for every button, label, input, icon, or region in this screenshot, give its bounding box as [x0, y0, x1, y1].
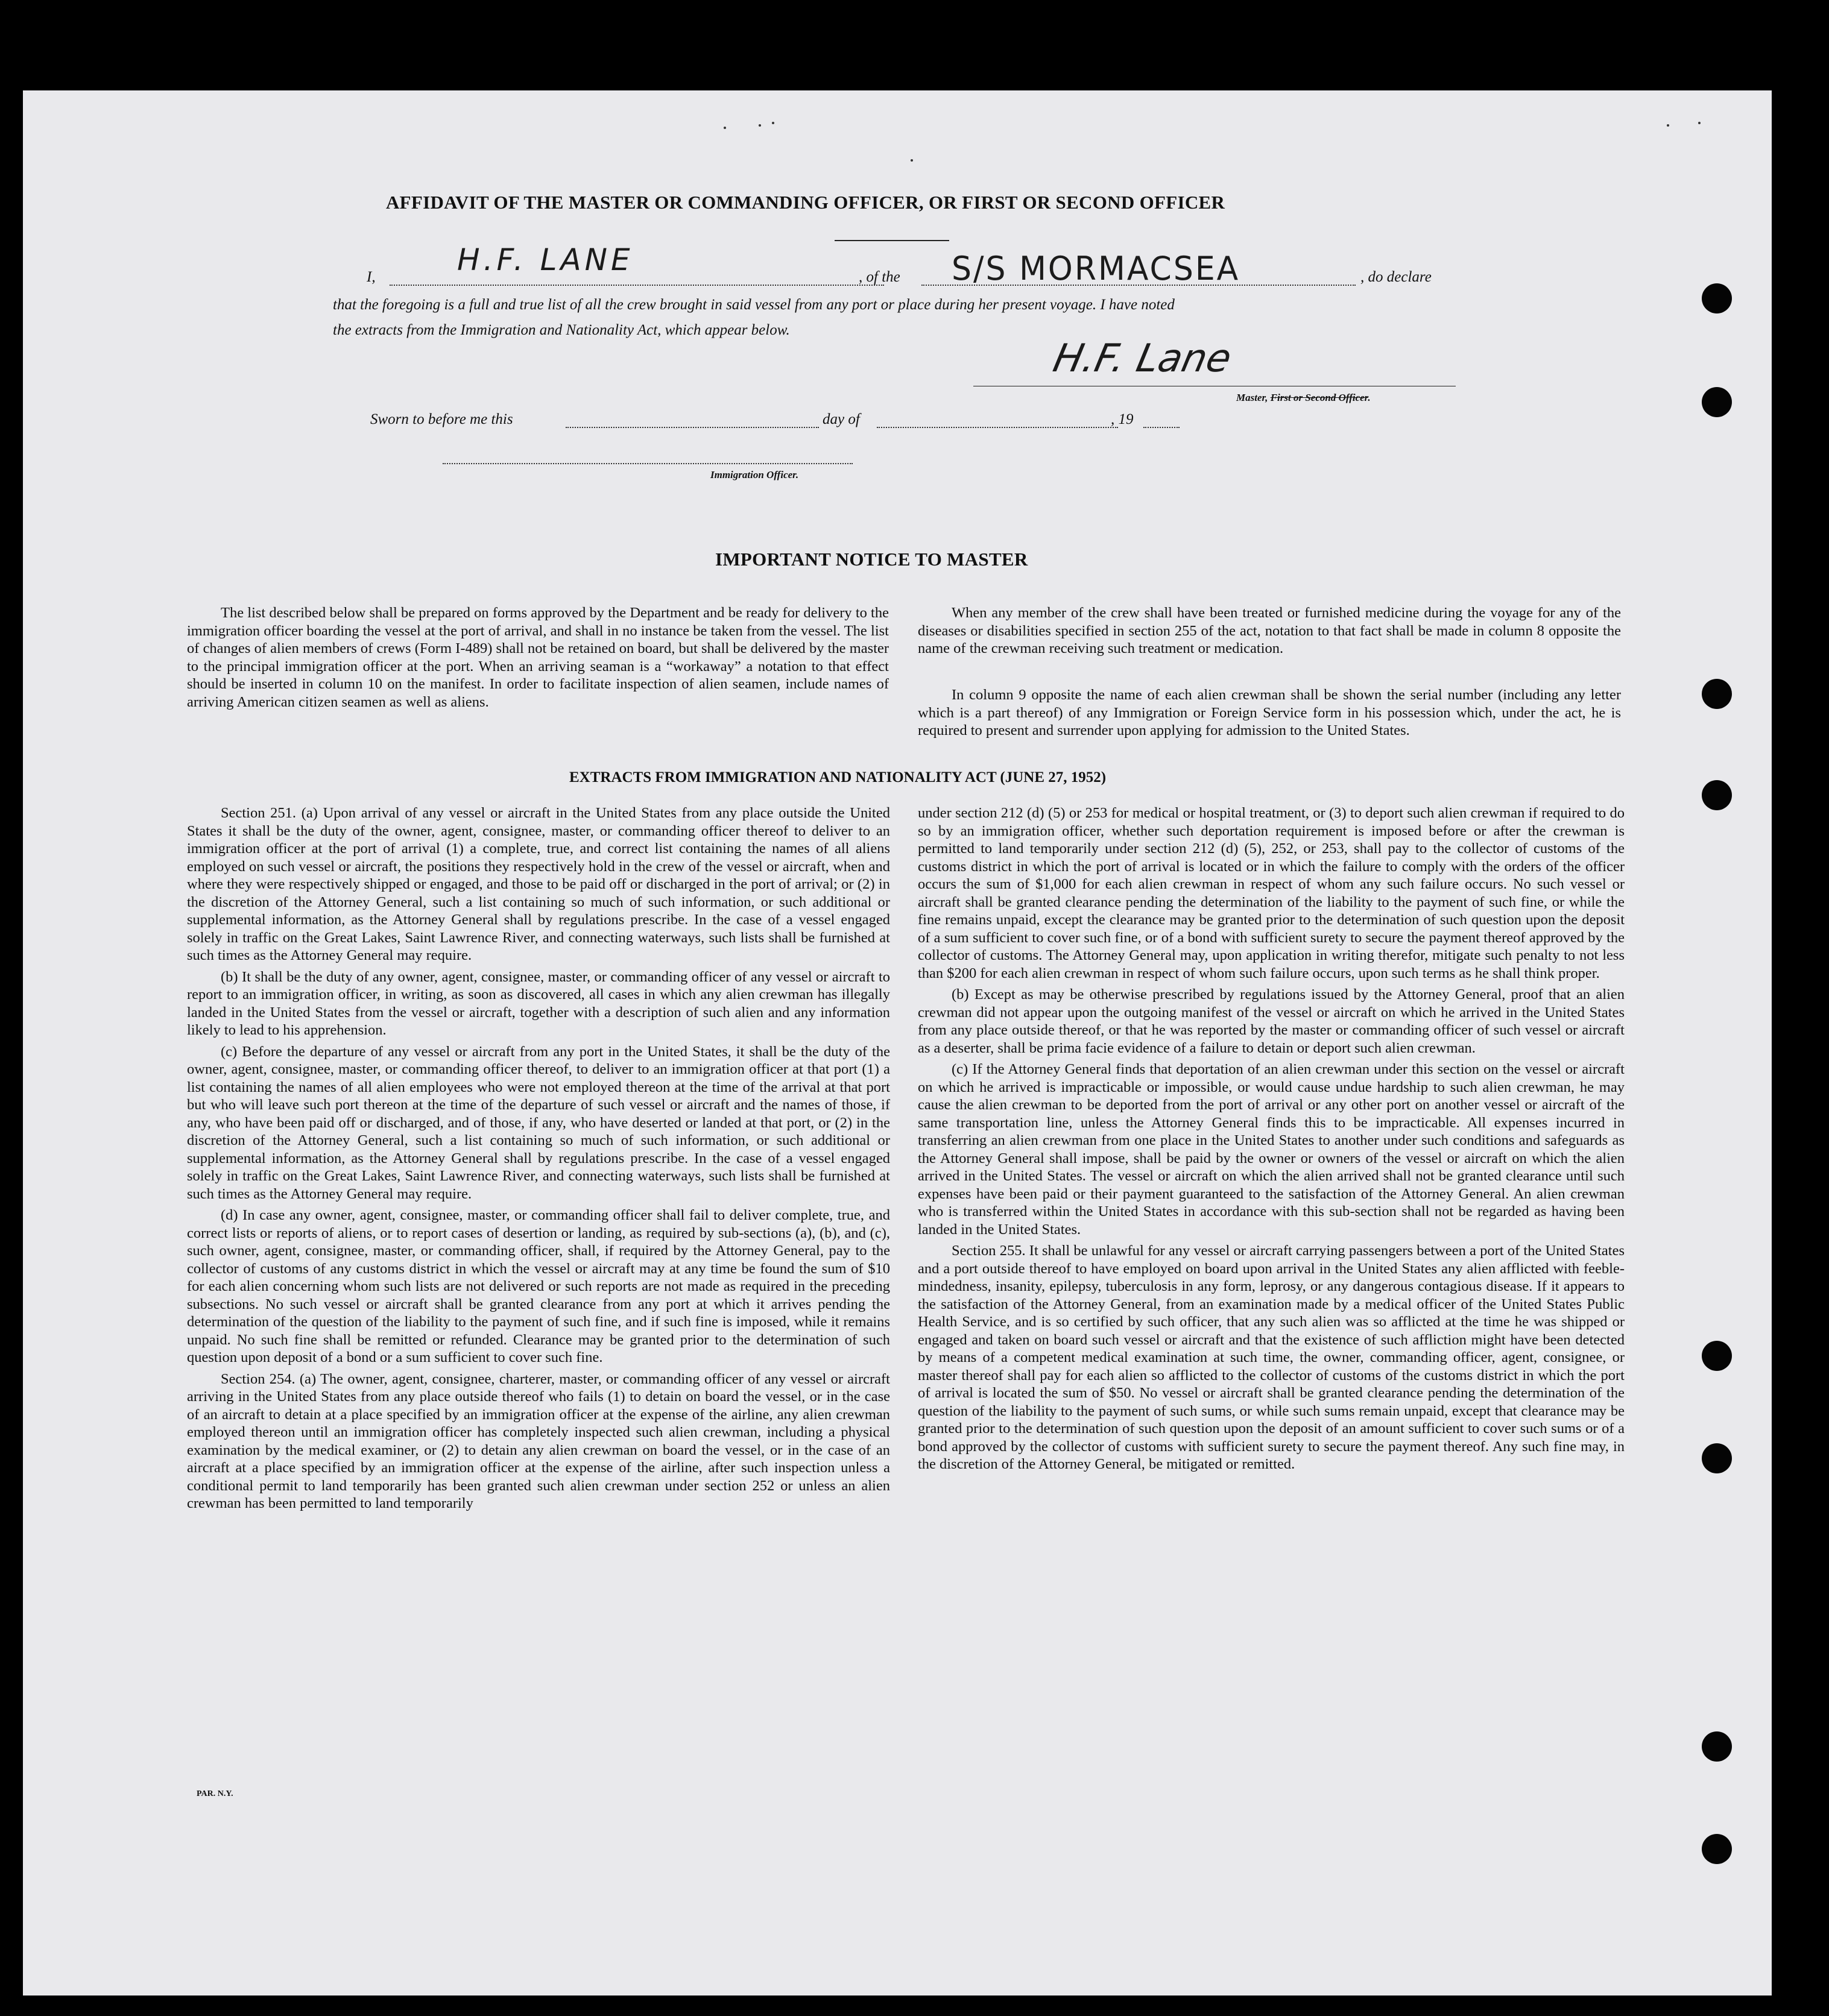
speck — [724, 127, 726, 129]
section-254a: Section 254. (a) The owner, agent, consignee, charterer, master, or commanding officer of any vessel or aircraft arriving in the United States from any place outside thereof who fails (1) to detain on board the vessel, or in the case of an aircraft to detain at a place specified by an immigration officer at the expense of the airline, any alien crewman employed thereon until an immigration officer has completely inspected such alien crewman, including a physical examination by the medical examiner, or (2) to detain any alien crewman on board the vessel, or in the case of an aircraft at a place specified by an immigration officer at the expense of the airline, after such inspection unless a conditional permit to land temporarily has been granted such alien crewman under section 252 or unless an alien crewman has been permitted to land temporarily — [187, 1370, 890, 1511]
caption-struck-officer: First or Second Officer — [1270, 392, 1368, 403]
handwritten-name: H.F. LANE — [457, 242, 634, 277]
title-underline — [835, 240, 949, 241]
sworn-day-of: day of — [823, 411, 860, 427]
binder-hole — [1702, 283, 1732, 313]
section-251a: Section 251. (a) Upon arrival of any vessel or aircraft in the United States from any place outside the United States it shall be the duty of the owner, agent, consignee, master, or commanding officer thereof to deliver to an immigration officer at the port of arrival (1) a complete, true, and correct list containing the names of all aliens employed on such vessel or aircraft, the positions they respectively hold in the crew of the vessel or aircraft, when and where they were respectively shipped or engaged, and those to be paid off or discharged in the port of arrival; or (2) in the discretion of the Attorney General, such a list containing so much of such information, or such additional or supplemental information, as the Attorney General shall by regulations prescribe. In the case of a vessel engaged solely in traffic on the Great Lakes, Saint Lawrence River, and connecting waterways, such lists shall be furnished at such times as the Attorney General may require. — [187, 805, 890, 963]
speck — [759, 124, 761, 127]
section-251d: (d) In case any owner, agent, consignee, master, or commanding officer shall fail to deliver complete, true, and correct lists or reports of aliens, or to report cases of desertion or landing, as required by sub-sections (a), (b), and (c), such owner, agent, consignee, master, or commanding officer, shall, if required by the Attorney General, pay to the collector of customs of any customs district in which the vessel or aircraft may at any time be found the sum of $10 for each alien concerning whom such lists are not delivered or such reports are not made as required in the preceding subsections. No such vessel or aircraft shall be granted clearance from any port at which it arrives pending the determination of the question of the liability to the payment of such fine, and if such fine is imposed, while it remains unpaid. No such fine shall be remitted or refunded. Clearance may be granted prior to the determination of such question upon deposit of a bond or a sum sufficient to cover such fine. — [187, 1207, 890, 1366]
master-signature: H.F. Lane — [1049, 336, 1236, 381]
sworn-label: Sworn to before me this — [370, 411, 513, 427]
extracts-title: EXTRACTS FROM IMMIGRATION AND NATIONALITY ACT (JUNE 27, 1952) — [569, 769, 1107, 786]
caption-end: . — [1368, 392, 1371, 403]
section-251b: (b) It shall be the duty of any owner, agent, consignee, master, or commanding officer of any vessel or aircraft to report to an immigration officer, in writing, as soon as discovered, all cases in which any alien crewman has illegally landed in the United States from the vessel or aircraft, together with a description of such alien and any information likely to lead to his apprehension. — [187, 968, 890, 1038]
section-255: Section 255. It shall be unlawful for any vessel or aircraft carrying passengers between a port of the United States and a port outside thereof to have employed on board upon arrival in the United States any alien afflicted with feeble-mindedness, insanity, epilepsy, tuberculosis in any form, leprosy, or any dangerous contagious disease. If it appears to the satisfaction of the Attorney General, from an examination made by a medical officer of the United States Public Health Service, and is so certified by such officer, that any such alien was so afflicted at the time he was shipped or engaged and taken on board such vessel or aircraft and that the existence of such affliction might have been detected by means of a competent medical examination at such time, the owner, commanding officer, agent, consignee, or master thereof shall pay for each alien so afflicted to the collector of customs of the customs district in which the port of arrival is located the sum of $50. No vessel or aircraft shall be granted clearance pending the determination of the question of the liability to the payment of such sums, or while such sums remain unpaid, except that clearance may be granted prior to the determination of such question upon the deposit of an amount sufficient to cover such sums or of a bond approved by the collector of customs with sufficient surety to secure the payment thereof. Any such fine may, in the discretion of the Attorney General, be mitigated or remitted. — [918, 1243, 1625, 1472]
signature-caption — [1236, 392, 1371, 404]
affidavit-pre-name: I, — [367, 269, 376, 285]
speck — [772, 122, 774, 124]
officer-signature-line — [443, 463, 853, 464]
of-the-label: , of the — [859, 269, 900, 285]
section-254a-continued: under section 212 (d) (5) or 253 for medical or hospital treatment, or (3) to deport such alien crewman if required to do so by an immigration officer, whether such deportation requirement is imposed before or after the crewman is permitted to land temporarily under section 212 (d) (5), 252, or 253, shall pay to the collector of customs of the customs district in which the port of arrival is located or in which the failure to comply with the orders of the officer occurs the sum of $1,000 for each alien crewman in respect of whom any such failure occurs. No such vessel or aircraft shall be granted clearance pending the determination of the liability to the payment of such fine, or while the fine remains unpaid, except the clearance may be granted prior to the determination of such question upon the deposit of a sum sufficient to cover such fine, or of a bond with sufficient surety to secure the payment thereof approved by the collector of customs. The Attorney General may, upon application in writing therefor, mitigate such penalty to not less than $200 for each alien crewman in respect of whom such failure occurs, upon such terms as he shall think proper. — [918, 805, 1625, 981]
notice-right-paragraph-1: When any member of the crew shall have been treated or furnished medicine during the voyage for any of the diseases or disabilities specified in section 255 of the act, notation to that fact shall be made in column 8 opposite the name of the crewman receiving such treatment or medication. — [918, 605, 1621, 657]
binder-hole — [1702, 387, 1732, 417]
caption-master: Master, — [1236, 392, 1271, 403]
notice-title: IMPORTANT NOTICE TO MASTER — [715, 549, 1028, 570]
notice-right-paragraph-2: In column 9 opposite the name of each alien crewman shall be shown the serial number (including any letter which is a part thereof) of any Immigration or Foreign Service form in his possession which, under the act, he is required to present and surrender upon applying for admission to the United States. — [918, 687, 1621, 739]
do-declare-label: , do declare — [1360, 269, 1432, 285]
binder-hole — [1702, 1834, 1732, 1864]
speck — [1698, 122, 1701, 124]
name-line — [390, 285, 884, 286]
binder-hole — [1702, 679, 1732, 709]
speck — [1667, 124, 1669, 127]
extracts-left-column — [187, 804, 890, 1513]
binder-hole — [1702, 1731, 1732, 1762]
printer-mark: PAR. N.Y. — [197, 1789, 233, 1798]
binder-hole — [1702, 1443, 1732, 1473]
document-page — [23, 90, 1772, 1996]
affidavit-title: AFFIDAVIT OF THE MASTER OR COMMANDING OFFICER, OR FIRST OR SECOND OFFICER — [386, 192, 1225, 213]
sworn-month-line — [877, 427, 1118, 428]
sworn-day-line — [566, 427, 819, 428]
statement-line-2: the extracts from the Immigration and Nationality Act, which appear below. — [333, 322, 790, 338]
extracts-right-column — [918, 804, 1625, 1473]
sworn-year-label: , 19 — [1111, 411, 1134, 427]
section-254c: (c) If the Attorney General finds that deportation of an alien crewman under this section on the vessel or aircraft on which he arrived is impracticable or impossible, or would cause undue hardship to such alien crewman, he may cause the alien crewman to be deported from the port of arrival or any other port on another vessel or aircraft of the same transportation line, unless the Attorney General finds this to be impracticable. All expenses incurred in transferring an alien crewman from one place in the United States to another under such conditions and safeguards as the Attorney General shall impose, shall be paid by the owner or owners of the vessel or aircraft on which the alien arrived in the United States. The vessel or aircraft on which the alien arrived shall not be granted clearance until such expenses have been paid or their payment guaranteed to the satisfaction of the Attorney General. An alien crewman who is transferred within the United States in accordance with this sub-section shall not be regarded as having been landed in the United States. — [918, 1061, 1625, 1238]
section-251c: (c) Before the departure of any vessel or aircraft from any port in the United States, it shall be the duty of the owner, agent, consignee, master, or commanding officer thereof, to deliver to an immigration officer at that port (1) a list containing the names of all alien employees who were not employed thereon at the time of the arrival at that port but who will leave such port thereon at the time of the departure of such vessel or aircraft and the names of those, if any, who have been paid off or discharged, and of those, if any, who have deserted or landed at that port, or (2) in the discretion of the Attorney General, such a list containing so much of such information, or such additional or supplemental information, as the Attorney General shall by regulations prescribe. In the case of a vessel engaged solely in traffic on the Great Lakes, Saint Lawrence River, and connecting waterways, such lists shall be furnished at such times as the Attorney General may require. — [187, 1043, 890, 1202]
vessel-name: S/S MORMACSEA — [952, 250, 1240, 288]
binder-hole — [1702, 780, 1732, 810]
officer-caption: Immigration Officer. — [710, 469, 799, 480]
section-254b: (b) Except as may be otherwise prescribed by regulations issued by the Attorney General, proof that an alien crewman did not appear upon the outgoing manifest of the vessel or aircraft on which he arrived in the United States from any place outside thereof, or that he was reported by the master or commanding officer of such vessel or aircraft as a deserter, shall be prima facie evidence of a failure to detain or deport such alien crewman. — [918, 986, 1625, 1056]
binder-hole — [1702, 1341, 1732, 1371]
speck — [911, 159, 913, 162]
notice-left-paragraph: The list described below shall be prepared on forms approved by the Department and be ready for delivery to the immigration officer boarding the vessel at the port of arrival, and shall in no instance be taken from the vessel. The list of changes of alien members of crews (Form I-489) shall not be retained on board, but shall be delivered by the master to the principal immigration officer at the port. When an arriving seaman is a “workaway” a notation to that effect should be inserted in column 10 on the manifest. In order to facilitate inspection of alien seamen, include names of arriving American citizen seamen as well as aliens. — [187, 605, 889, 710]
statement-line-1: that the foregoing is a full and true list of all the crew brought in said vessel from any port or place during her present voyage. I have noted — [333, 297, 1175, 313]
sworn-year-line — [1143, 427, 1180, 428]
